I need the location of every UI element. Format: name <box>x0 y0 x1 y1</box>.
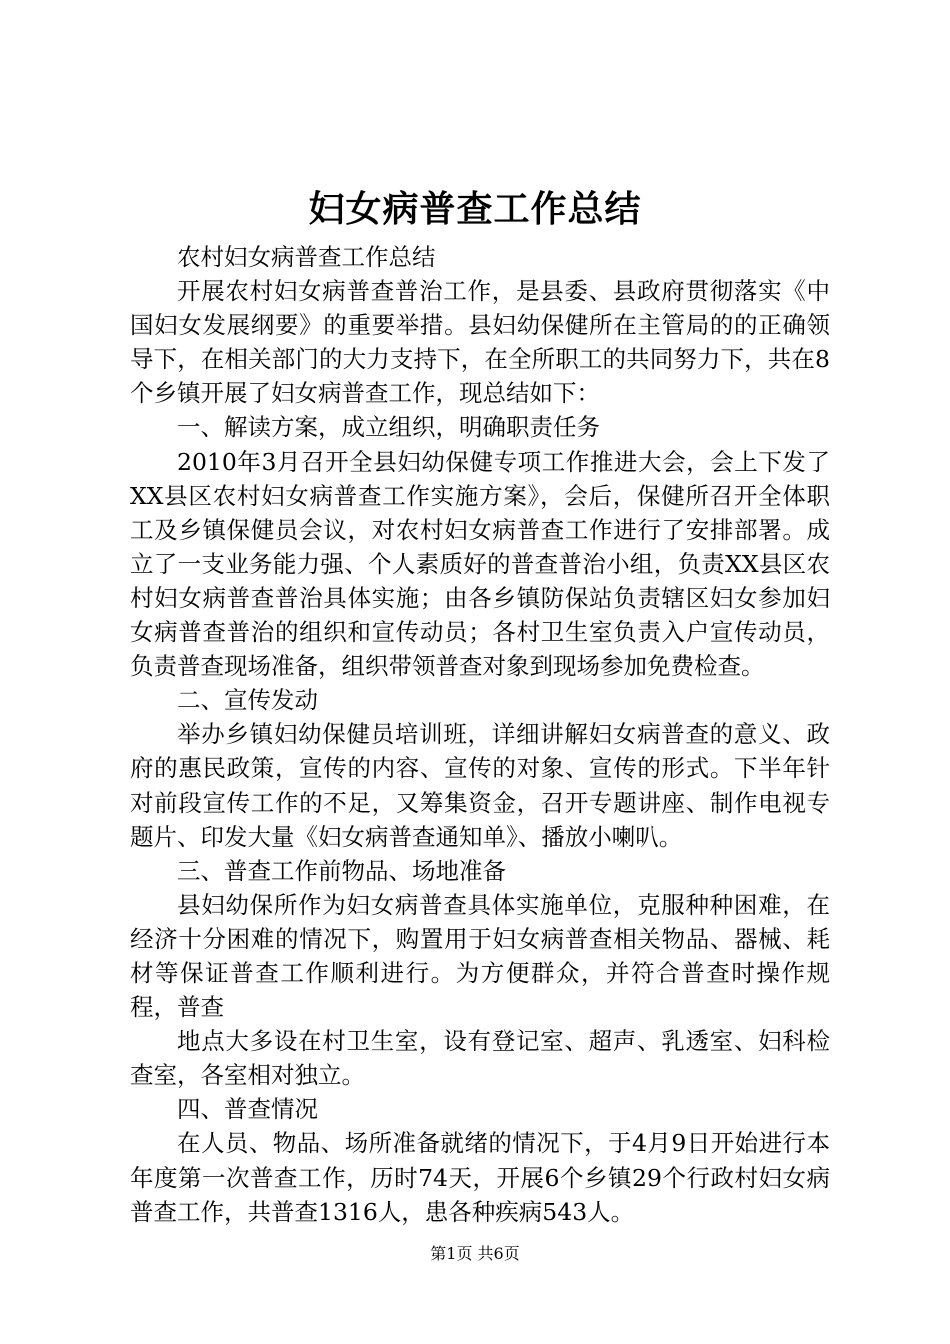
page-number-footer: 第1页 共6页 <box>430 1244 520 1263</box>
section-heading: 一、解读方案，成立组织，明确职责任务 <box>177 413 600 442</box>
paragraph: 2010年3月召开全县妇幼保健专项工作推进大会，会上下发了XX县区农村妇女病普查工作实施方案》，会后，保健所召开全体职工及乡镇保健员会议，对农村妇女病普查工作进行了安排部署。成立了一支业务能力强、个人素质好的普查普治小组，负责XX县区农村妇女病普查普治具体实施；由各乡镇防保站负责辖区妇女参加妇女病普查普治的组织和宣传动员；各村卫生室负责入户宣传动员，负责普查现场准备，组织带领普查对象到现场参加免费检查。 <box>130 447 830 681</box>
paragraph: 在人员、物品、场所准备就绪的情况下，于4月9日开始进行本年度第一次普查工作，历时74天，开展6个乡镇29个行政村妇女病普查工作，共普查1316人，患各种疾病543人。 <box>130 1129 830 1226</box>
paragraph: 地点大多设在村卫生室，设有登记室、超声、乳透室、妇科检查室，各室相对独立。 <box>130 1027 830 1090</box>
paragraph: 农村妇女病普查工作总结 <box>177 243 436 271</box>
document-body <box>130 240 830 1229</box>
paragraph: 县妇幼保所作为妇女病普查具体实施单位，克服种种困难，在经济十分困难的情况下，购置用于妇女病普查相关物品、器械、耗材等保证普查工作顺利进行。为方便群众，并符合普查时操作规程，普查 <box>130 890 830 1022</box>
paragraph: 开展农村妇女病普查普治工作，是县委、县政府贯彻落实《中国妇女发展纲要》的重要举措。县妇幼保健所在主管局的的正确领导下，在相关部门的大力支持下，在全所职工的共同努力下，共在8个乡镇开展了妇女病普查工作，现总结如下： <box>130 277 830 408</box>
section-heading: 二、宣传发动 <box>177 686 318 715</box>
section-heading: 四、普查情况 <box>177 1095 318 1124</box>
document-title: 妇女病普查工作总结 <box>308 188 642 230</box>
section-heading: 三、普查工作前物品、场地准备 <box>177 856 506 885</box>
paragraph: 举办乡镇妇幼保健员培训班，详细讲解妇女病普查的意义、政府的惠民政策，宣传的内容、宣传的对象、宣传的形式。下半年针对前段宣传工作的不足，又筹集资金，召开专题讲座、制作电视专题片、印发大量《妇女病普查通知单》、播放小喇叭。 <box>130 720 830 851</box>
